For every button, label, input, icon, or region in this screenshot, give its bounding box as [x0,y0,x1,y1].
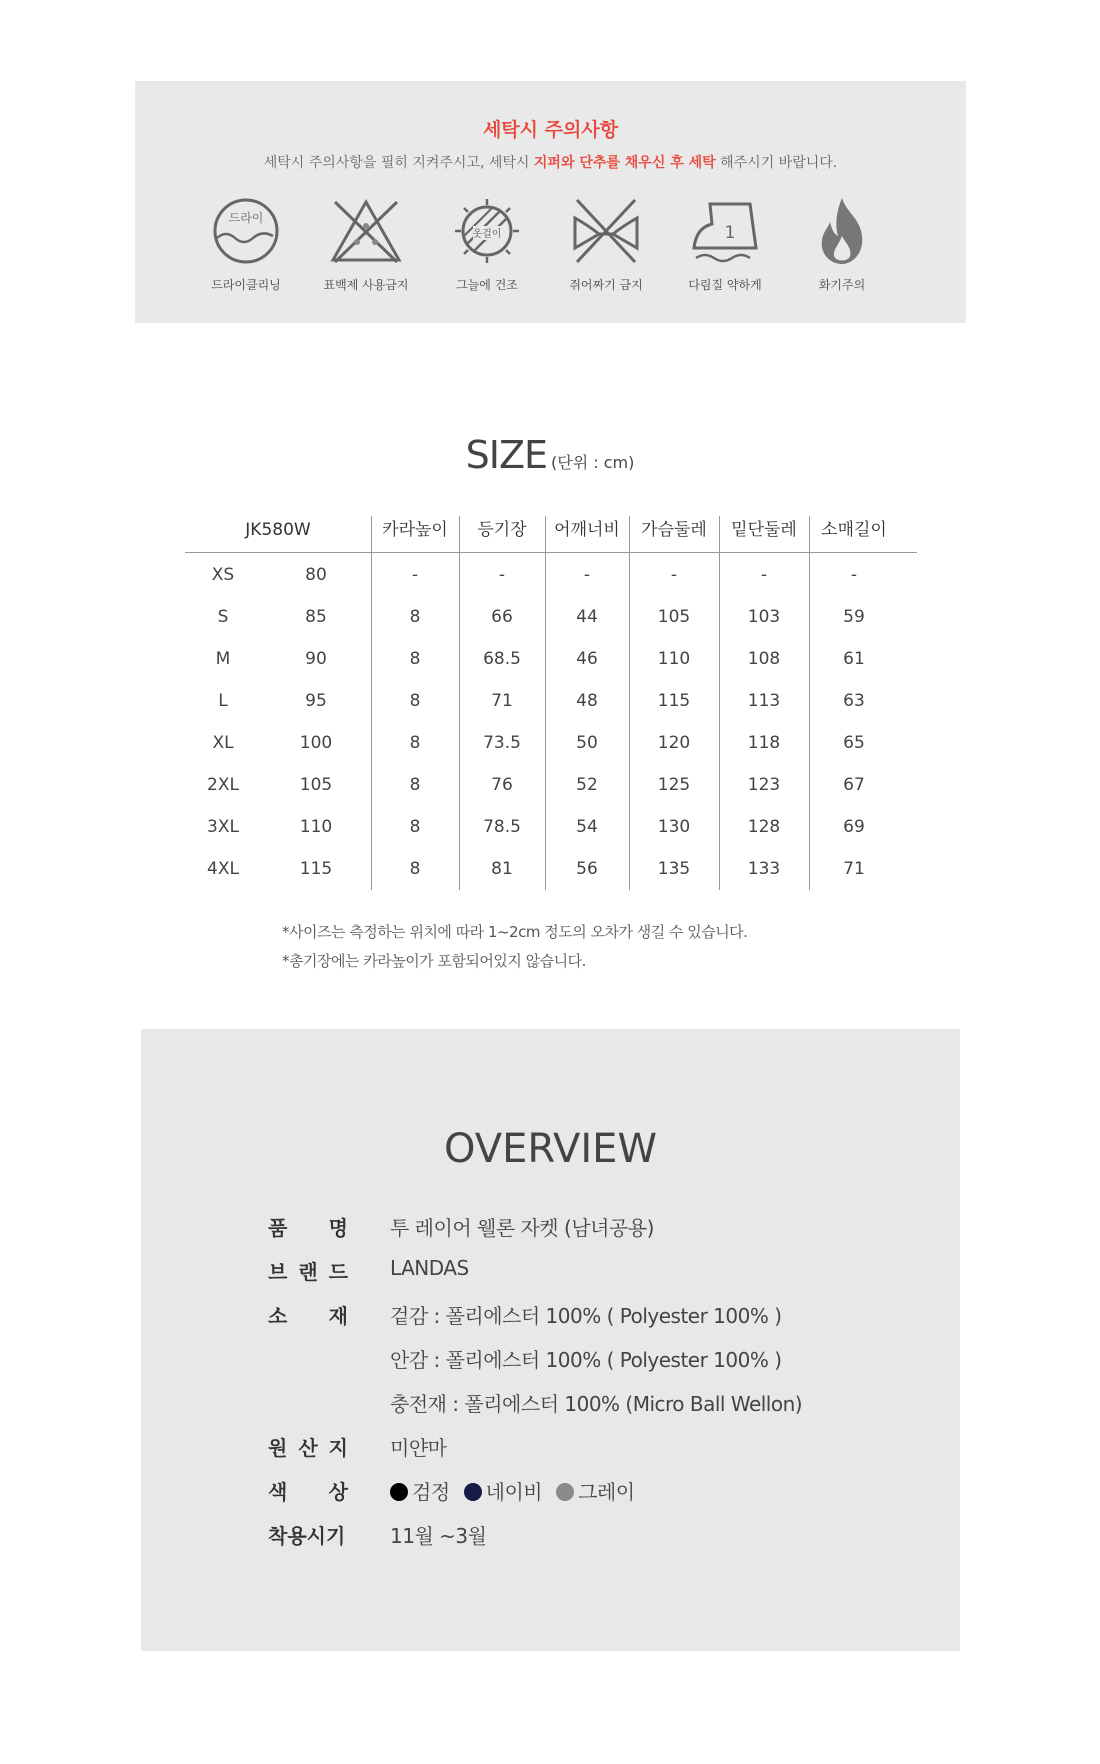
overview-value: 안감 : 폴리에스터 100% ( Polyester 100% ) [390,1348,782,1372]
table-cell: 46 [576,649,598,669]
table-cell: - [670,565,678,585]
overview-row-season [141,1520,960,1560]
color-list [390,1476,649,1505]
color-name: 그레이 [578,1480,635,1504]
size-label-cell: M [215,649,231,669]
low-iron-icon-text: 1 [724,223,736,243]
table-cell: 90 [305,649,327,669]
column-divider [545,516,546,890]
table-cell: 113 [747,691,781,711]
header-collar-height: 카라높이 [382,520,448,540]
table-cell: 8 [409,775,421,795]
table-cell: 65 [843,733,865,753]
care-label-dry-clean: 드라이클리닝 [211,278,281,292]
column-divider [719,516,720,890]
care-title: 세탁시 주의사항 [482,119,619,141]
overview-value: 충전재 : 폴리에스터 100% (Micro Ball Wellon) [390,1392,803,1416]
care-item-no-wring [541,196,671,293]
column-divider [809,516,810,890]
size-notes [282,918,747,976]
table-cell: 115 [657,691,691,711]
table-cell: 50 [576,733,598,753]
care-label-no-bleach: 표백제 사용금지 [323,278,409,292]
overview-label: 품 명 [268,1216,348,1240]
header-model: JK580W [245,520,311,540]
table-cell: - [850,565,858,585]
overview-value: 겉감 : 폴리에스터 100% ( Polyester 100% ) [390,1304,782,1328]
table-cell: 54 [576,817,598,837]
overview-label: 소 재 [268,1304,348,1328]
care-instructions-panel [135,81,966,323]
size-note: *사이즈는 측정하는 위치에 따라 1~2cm 정도의 오차가 생길 수 있습니다. [282,923,748,941]
column-divider [459,516,460,890]
table-cell: - [498,565,506,585]
color-option [390,1480,450,1504]
shade-dry-icon [452,196,522,266]
care-item-dry-clean [181,196,311,293]
care-label-no-wring: 쥐어짜기 금지 [569,278,643,292]
table-cell: 67 [843,775,865,795]
overview-row-colors [141,1476,960,1516]
care-item-low-iron [660,196,790,293]
table-cell: 130 [657,817,691,837]
color-name: 검정 [412,1480,450,1504]
overview-row-lining [141,1344,960,1384]
table-cell: 56 [576,859,598,879]
overview-value: 투 레이어 웰론 자켓 (남녀공용) [390,1216,654,1240]
table-cell: 103 [747,607,781,627]
table-cell: 80 [305,565,327,585]
size-note: *총기장에는 카라높이가 포함되어있지 않습니다. [282,952,586,970]
table-cell: 120 [657,733,691,753]
overview-value: LANDAS [390,1256,469,1280]
color-option [464,1480,542,1504]
color-option [556,1480,634,1504]
header-shoulder-width: 어깨너비 [554,520,620,540]
size-label-cell: 2XL [207,775,239,795]
no-wring-icon [569,196,643,266]
table-cell: 71 [491,691,513,711]
table-cell: 8 [409,859,421,879]
column-divider [371,516,372,890]
table-cell: 44 [576,607,598,627]
color-name: 네이비 [485,1480,543,1504]
dry-clean-icon-text: 드라이 [228,211,264,225]
table-cell: 135 [657,859,691,879]
shade-dry-icon-text: 옷걸이 [472,229,502,240]
table-cell: 123 [747,775,781,795]
size-unit: (단위 : cm) [551,453,635,472]
color-swatch-icon [464,1483,482,1501]
table-cell: 105 [657,607,691,627]
size-label-cell: 4XL [207,859,239,879]
table-cell: 68.5 [483,649,521,669]
table-cell: 63 [843,691,865,711]
table-cell: 115 [299,859,333,879]
overview-label: 원 산 지 [268,1436,348,1460]
table-cell: 8 [409,733,421,753]
overview-row-material [141,1300,960,1340]
table-cell: 110 [299,817,333,837]
table-cell: - [411,565,419,585]
table-cell: 73.5 [483,733,521,753]
size-label-cell: 3XL [207,817,239,837]
table-cell: 71 [843,859,865,879]
table-cell: 110 [657,649,691,669]
table-cell: 100 [299,733,333,753]
overview-row-brand [141,1256,960,1296]
dry-clean-icon [211,196,281,266]
header-hem: 밑단둘레 [731,520,797,540]
table-cell: 8 [409,817,421,837]
size-label-cell: XS [211,565,235,585]
header-back-length: 등기장 [477,520,527,540]
size-label-cell: XL [212,733,234,753]
table-cell: 118 [747,733,781,753]
table-cell: 105 [299,775,333,795]
overview-label: 색 상 [268,1480,348,1504]
table-cell: - [760,565,768,585]
overview-label: 착용시기 [268,1524,346,1548]
color-swatch-icon [556,1483,574,1501]
flame-icon [812,196,872,266]
table-cell: 59 [843,607,865,627]
table-cell: 133 [747,859,781,879]
no-bleach-icon [329,196,403,266]
table-cell: 78.5 [483,817,521,837]
table-cell: 8 [409,691,421,711]
size-heading: SIZE [465,433,548,477]
table-cell: 81 [491,859,513,879]
overview-row-product-name [141,1212,960,1252]
table-cell: - [583,565,591,585]
low-iron-icon [688,196,762,266]
care-item-flame [777,196,907,293]
overview-label: 브 랜 드 [268,1260,348,1284]
overview-panel [141,1029,960,1651]
care-icon-row [135,196,966,306]
care-subtitle [135,152,966,172]
size-title [0,433,1100,477]
table-cell: 48 [576,691,598,711]
overview-value: 11월 ~3월 [390,1524,487,1548]
size-label-cell: L [218,691,228,711]
table-cell: 128 [747,817,781,837]
overview-value: 미얀마 [390,1436,447,1460]
overview-row-origin [141,1432,960,1472]
header-sleeve-length: 소매길이 [821,520,887,540]
table-cell: 108 [747,649,781,669]
color-swatch-icon [390,1483,408,1501]
care-subtitle-pre: 세탁시 주의사항을 필히 지켜주시고, 세탁시 [263,155,534,171]
header-chest: 가슴둘레 [641,520,707,540]
table-cell: 61 [843,649,865,669]
table-cell: 52 [576,775,598,795]
care-label-flame: 화기주의 [818,278,866,292]
care-subtitle-highlight: 지퍼와 단추를 채우신 후 세탁 [533,155,716,171]
table-cell: 8 [409,607,421,627]
table-cell: 69 [843,817,865,837]
overview-title: OVERVIEW [443,1126,657,1172]
overview-row-filling [141,1388,960,1428]
care-item-shade-dry [422,196,552,293]
table-cell: 66 [491,607,513,627]
column-divider [629,516,630,890]
care-label-shade-dry: 그늘에 건조 [456,278,518,292]
care-item-no-bleach [301,196,431,293]
size-label-cell: S [217,607,229,627]
table-cell: 8 [409,649,421,669]
table-cell: 95 [305,691,327,711]
table-cell: 85 [305,607,327,627]
care-subtitle-post: 해주시기 바랍니다. [715,155,838,171]
table-cell: 125 [657,775,691,795]
care-label-low-iron: 다림질 약하게 [688,278,762,292]
table-cell: 76 [491,775,513,795]
size-table-header [185,510,917,553]
